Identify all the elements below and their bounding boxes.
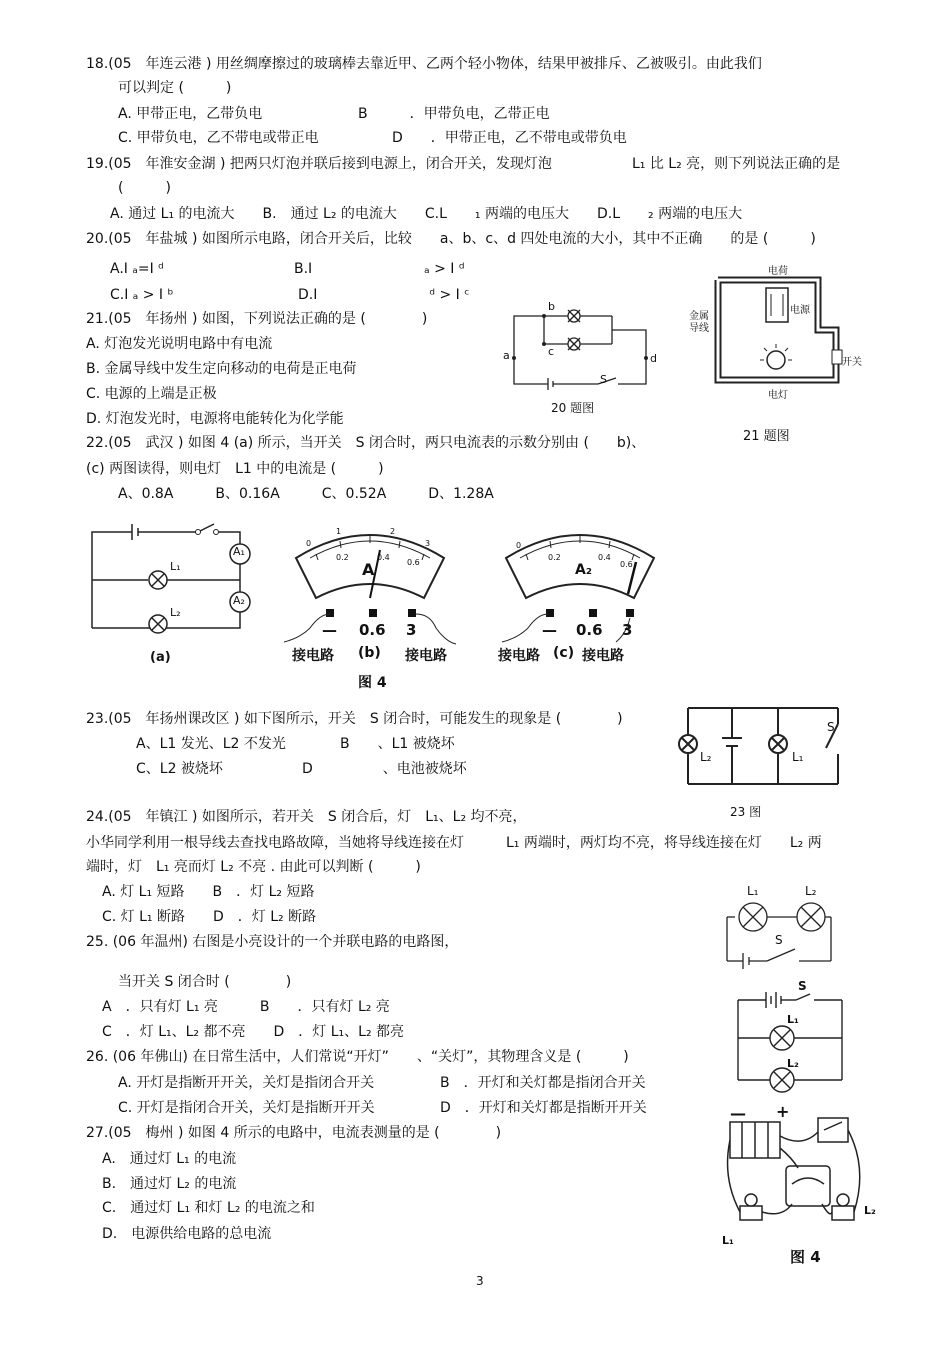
q23-option-a: A、L1 发光、L2 不发光 — [136, 736, 286, 752]
q20-label-s: S — [600, 373, 607, 386]
q22-b-scale-04: 0.4 — [377, 553, 390, 562]
q21-label-source: 电源 — [790, 305, 810, 316]
q18-option-c: C. 甲带负电，乙不带电或带正电 — [118, 130, 319, 146]
q21-label-switch: 开关 — [842, 357, 862, 368]
q22-options: A、0.8A B、0.16A C、0.52A D、1.28A — [118, 486, 494, 502]
q20-stem: 20.(05 年盐城 ) 如图所示电路，闭合开关后，比较 a、b、c、d 四处电流的大小，其中不正确 的是 ( ) — [86, 231, 816, 247]
q20-label-b: b — [548, 300, 555, 313]
q27-physical-circuit-figure — [722, 1108, 872, 1248]
q21-option-a: A. 灯泡发光说明电路中有电流 — [86, 336, 273, 352]
q22-b-scale-0: 0 — [306, 539, 312, 548]
q20-figure-caption: 20 题图 — [551, 401, 595, 415]
q27-plus-label: + — [776, 1102, 790, 1121]
q24-stem: 24.(05 年镇江 ) 如图所示，若开关 S 闭合后，灯 L₁、L₂ 均不亮， — [86, 809, 527, 825]
q22-caption-b: (b) — [358, 645, 381, 661]
q24-options-ab: A. 灯 L₁ 短路 B ．灯 L₂ 短路 — [102, 884, 315, 900]
q21-figure-caption: 21 题图 — [743, 429, 790, 444]
page-number: 3 — [476, 1274, 484, 1288]
q24-stem-cont2: 端时，灯 L₁ 亮而灯 L₂ 不亮 . 由此可以判断 ( ) — [86, 859, 421, 875]
q23-option-d: D 、电池被烧坏 — [302, 761, 467, 777]
q20-option-c: C.I ₐ > I ᵇ — [110, 287, 174, 303]
q25-label-l1: L₁ — [787, 1013, 799, 1026]
q22-lamp2-label: L₂ — [170, 606, 181, 619]
q26-option-b: B ．开灯和关灯都是指闭合开关 — [440, 1075, 646, 1091]
q22-b-scale-02: 0.2 — [336, 553, 349, 562]
q18-option-d: D ．甲带正电，乙不带电或带负电 — [392, 130, 627, 146]
q22-c-scale-06: 0.6 — [620, 560, 633, 569]
q22-b-top-3: 3 — [425, 539, 431, 548]
q26-option-d: D ．开灯和关灯都是指断开开关 — [440, 1100, 647, 1116]
q22-meter1-label: A₁ — [233, 545, 245, 558]
q22-c-scale-02: 0.2 — [548, 553, 561, 562]
q20-label-c: c — [548, 345, 555, 358]
q22-b-connect-right: 接电路 — [405, 648, 447, 664]
q22-c-meter-label: A₂ — [575, 562, 592, 578]
q23-label-l1: L₁ — [792, 750, 804, 764]
q23-figure-caption: 23 图 — [730, 805, 762, 819]
q23-label-s: S — [827, 720, 835, 734]
q27-stem: 27.(05 梅州 ) 如图 4 所示的电路中，电流表测量的是 ( ) — [86, 1125, 502, 1141]
q25-options-ab: A ．只有灯 L₁ 亮 B ．只有灯 L₂ 亮 — [102, 999, 390, 1015]
q24-circuit-diagram — [725, 885, 835, 965]
q19-stem-cont: ( ) — [118, 180, 171, 196]
q23-option-c: C、L2 被烧坏 — [136, 761, 223, 777]
q22-c-scale-04: 0.4 — [598, 553, 611, 562]
q21-option-b: B. 金属导线中发生定向移动的电荷是正电荷 — [86, 361, 357, 377]
q27-label-l1: L₁ — [722, 1234, 734, 1247]
q21-stem: 21.(05 年扬州 ) 如图，下列说法正确的是 ( ) — [86, 311, 428, 327]
q22-c-scale-0: 0 — [516, 541, 522, 550]
q22-b-scale-06: 0.6 — [407, 558, 420, 567]
q27-option-b: B. 通过灯 L₂ 的电流 — [102, 1176, 237, 1192]
q26-option-c: C. 开灯是指闭合开关，关灯是指断开开关 — [118, 1100, 375, 1116]
q27-option-a: A. 通过灯 L₁ 的电流 — [102, 1151, 237, 1167]
q22-c-connect-left: 接电路 — [498, 648, 540, 664]
q22-b-meter-label: A — [362, 560, 375, 579]
q24-stem-cont1: 小华同学利用一根导线去查找电路故障，当她将导线连接在灯 L₁ 两端时，两灯均不亮，将导线连接在灯 L₂ 两 — [86, 835, 822, 851]
q23-stem: 23.(05 年扬州课改区 ) 如下图所示，开关 S 闭合时，可能发生的现象是 ( ) — [86, 711, 623, 727]
q22-c-connect-right: 接电路 — [582, 648, 624, 664]
q25-stem-cont: 当开关 S 闭合时 ( ) — [118, 974, 292, 990]
q21-option-c: C. 电源的上端是正极 — [86, 386, 217, 402]
q22-meter2-label: A₂ — [233, 594, 245, 607]
q27-option-d: D. 电源供给电路的总电流 — [102, 1226, 272, 1242]
q24-label-l1: L₁ — [747, 884, 759, 898]
q20-option-b: B.I ₐ > I ᵈ — [294, 261, 465, 277]
q27-minus-label: — — [730, 1104, 746, 1123]
q25-options-cd: C ．灯 L₁、L₂ 都不亮 D ．灯 L₁、L₂ 都亮 — [102, 1024, 405, 1040]
q25-parallel-circuit — [736, 982, 846, 1092]
q22-b-top-1: 1 — [336, 527, 342, 536]
q22-c-terminal-3: 3 — [622, 621, 633, 639]
q20-circuit-diagram — [508, 302, 658, 392]
q21-physical-circuit-figure — [708, 262, 848, 402]
q22-b-terminal-06: 0.6 — [359, 621, 386, 639]
q21-option-d: D. 灯泡发光时，电源将电能转化为化学能 — [86, 411, 344, 427]
q18-option-b: B ．甲带负电，乙带正电 — [358, 106, 550, 122]
q18-stem: 18.(05 年连云港 ) 用丝绸摩擦过的玻璃棒去靠近甲、乙两个轻小物体，结果甲被排斥、乙被吸引。由此我们 — [86, 56, 762, 72]
q20-label-a: a — [503, 349, 510, 362]
q22-lamp1-label: L₁ — [170, 560, 181, 573]
q23-option-b: B 、L1 被烧坏 — [340, 736, 455, 752]
q24-label-s: S — [775, 933, 783, 947]
q22-stem: 22.(05 武汉 ) 如图 4 (a) 所示，当开关 S 闭合时，两只电流表的示数分别由 ( b)、 — [86, 435, 646, 451]
q21-label-charge: 电荷 — [768, 266, 788, 277]
q22-caption-c: (c) — [553, 645, 575, 661]
q22-b-terminal-3: 3 — [406, 621, 417, 639]
q22-b-terminal-minus: — — [322, 621, 337, 639]
q20-option-d: D.I ᵈ > I ᶜ — [298, 287, 470, 303]
q18-stem-cont: 可以判定 ( ) — [118, 80, 232, 96]
q22-figure-title: 图 4 — [358, 675, 387, 691]
q25-stem: 25. (06 年温州) 右图是小亮设计的一个并联电路的电路图， — [86, 934, 459, 950]
q19-stem-b: L₁ 比 L₂ 亮，则下列说法正确的是 — [632, 156, 841, 172]
q22-caption-a: (a) — [150, 650, 171, 665]
q20-option-a: A.I ₐ=I ᵈ — [110, 261, 164, 277]
q24-label-l2: L₂ — [805, 884, 817, 898]
q26-option-a: A. 开灯是指断开开关，关灯是指闭合开关 — [118, 1075, 375, 1091]
q27-option-c: C. 通过灯 L₁ 和灯 L₂ 的电流之和 — [102, 1200, 315, 1216]
q22-b-connect-left: 接电路 — [292, 648, 334, 664]
q19-stem: 19.(05 年淮安金湖 ) 把两只灯泡并联后接到电源上，闭合开关，发现灯泡 — [86, 156, 552, 172]
q21-label-lamp: 电灯 — [768, 390, 788, 401]
q24-options-cd: C. 灯 L₁ 断路 D ．灯 L₂ 断路 — [102, 909, 317, 925]
q22-c-terminal-06: 0.6 — [576, 621, 603, 639]
q23-label-l2: L₂ — [700, 750, 712, 764]
q25-label-l2: L₂ — [787, 1057, 799, 1070]
q20-label-d: d — [650, 352, 657, 365]
q22-c-terminal-minus: — — [542, 621, 557, 639]
q19-options: A. 通过 L₁ 的电流大 B. 通过 L₂ 的电流大 C.L ₁ 两端的电压大 D.L ₂ 两端的电压大 — [110, 206, 743, 222]
q18-option-a: A. 甲带正电，乙带负电 — [118, 106, 263, 122]
q22-stem-cont: (c) 两图读得，则电灯 L1 中的电流是 ( ) — [86, 461, 384, 477]
q23-circuit-diagram — [684, 704, 844, 790]
q21-label-wire2: 导线 — [689, 323, 709, 334]
q25-label-s: S — [798, 979, 807, 993]
q27-figure-caption: 图 4 — [790, 1248, 821, 1266]
q21-label-wire1: 金属 — [689, 311, 709, 322]
q27-label-l2: L₂ — [864, 1204, 876, 1217]
q26-stem: 26. (06 年佛山) 在日常生活中，人们常说“开灯” 、“关灯”，其物理含义是 ( ) — [86, 1049, 629, 1065]
q22-b-top-2: 2 — [390, 527, 396, 536]
